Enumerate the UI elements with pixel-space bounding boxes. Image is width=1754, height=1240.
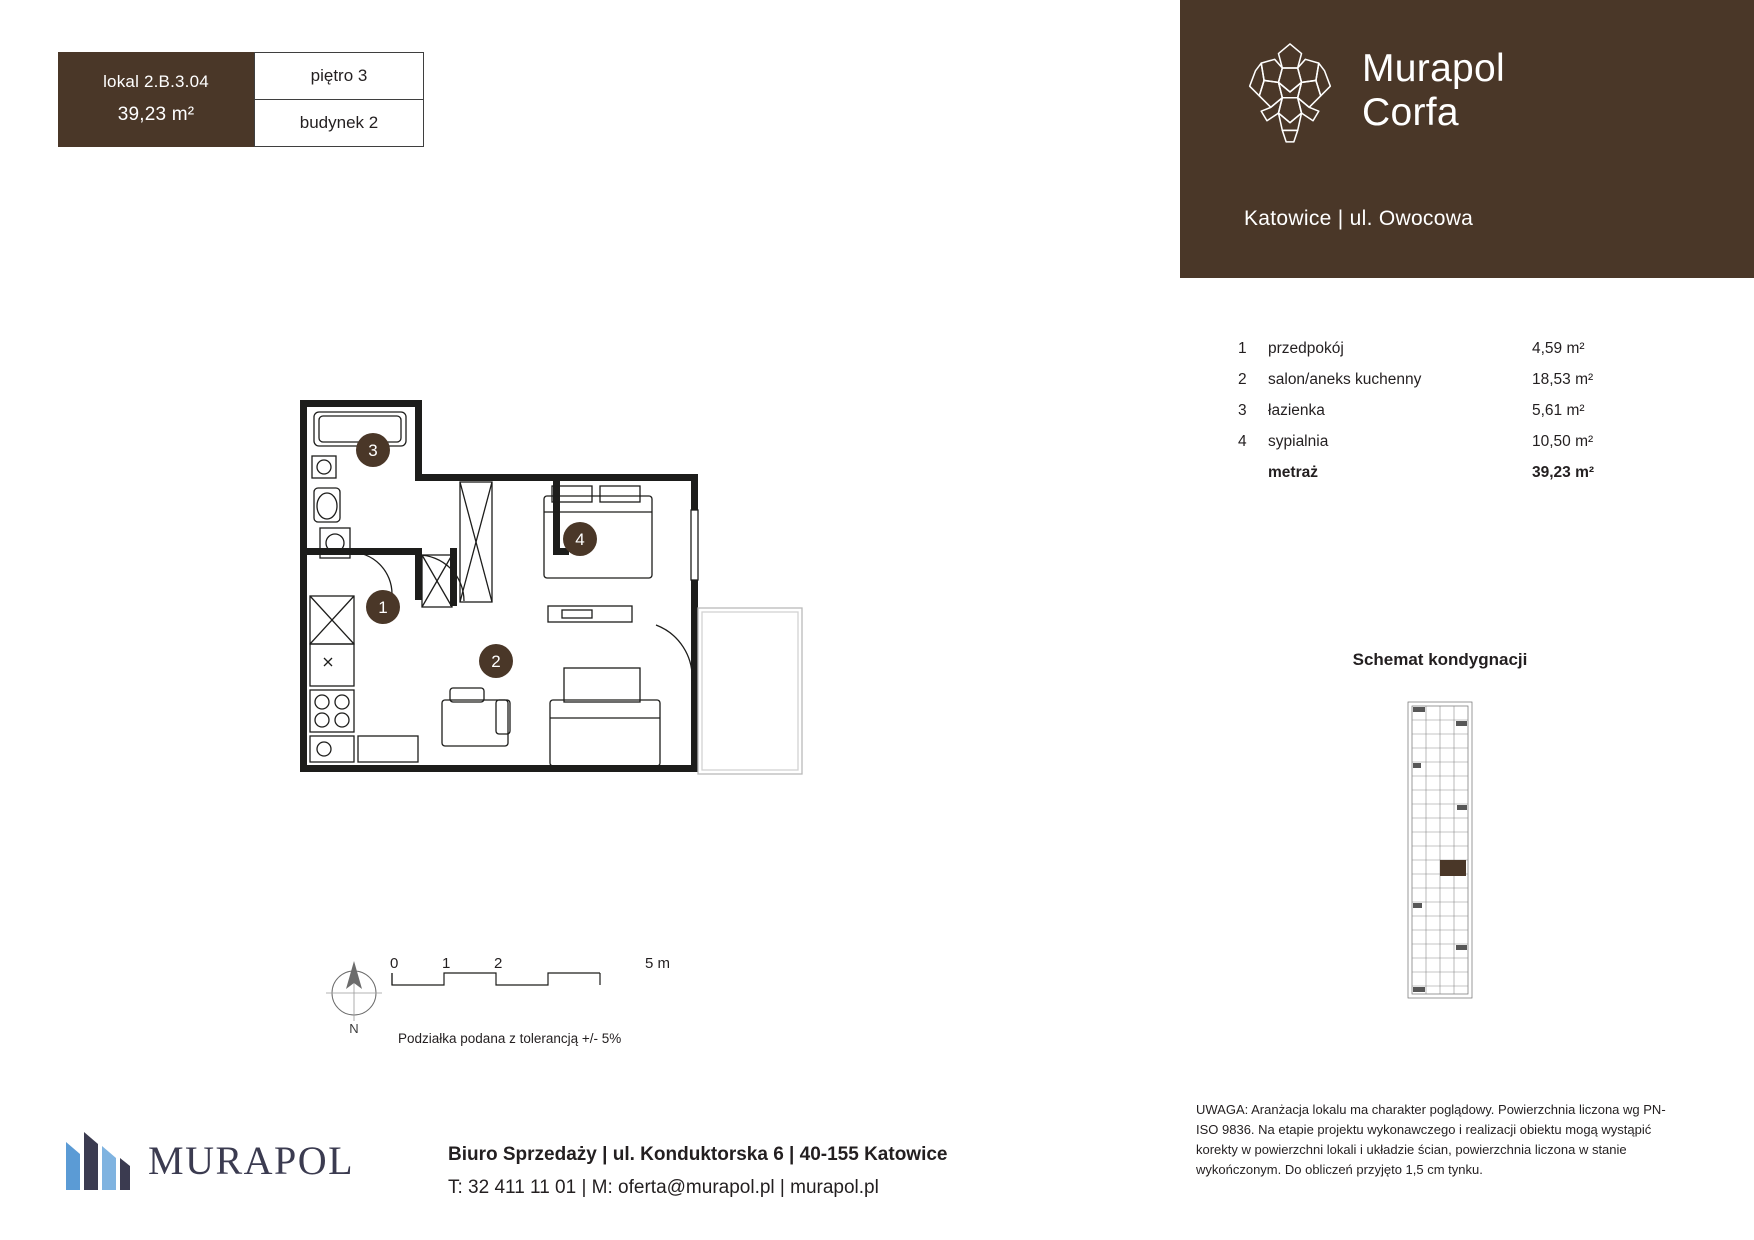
legend-room-name: łazienka bbox=[1268, 402, 1325, 419]
legend-total-label: metraż bbox=[1268, 464, 1318, 481]
apartment-floor-plan bbox=[300, 400, 900, 900]
legend-room-area: 4,59 m² bbox=[1532, 340, 1585, 357]
floor-schema-diagram bbox=[1382, 700, 1498, 1000]
legend-room-name: przedpokój bbox=[1268, 340, 1344, 357]
unit-area: 39,23 m² bbox=[117, 103, 195, 125]
legend-row bbox=[1238, 402, 1628, 420]
unit-code: lokal 2.B.3.04 bbox=[103, 71, 209, 91]
legend-row bbox=[1238, 340, 1628, 358]
unit-floor: piętro 3 bbox=[254, 52, 424, 100]
legend-number: 1 bbox=[1238, 340, 1247, 357]
scale-end-label: 5 m bbox=[645, 955, 671, 972]
brand-identity bbox=[1242, 38, 1505, 144]
legend-room-area: 10,50 m² bbox=[1532, 433, 1594, 450]
brand-name-line1: Murapol bbox=[1362, 47, 1505, 91]
murapol-m-icon bbox=[64, 1128, 130, 1192]
unit-info-box bbox=[58, 52, 424, 147]
footer-contact-line1: Biuro Sprzedaży | ul. Konduktorska 6 | 40-155 Katowice bbox=[448, 1144, 948, 1165]
legend-room-name: sypialnia bbox=[1268, 433, 1329, 450]
legend-total-area: 39,23 m² bbox=[1532, 464, 1595, 481]
brand-name-line2: Corfa bbox=[1362, 91, 1459, 134]
legend-number: 3 bbox=[1238, 402, 1247, 419]
legend-row bbox=[1238, 371, 1628, 389]
legend-room-name: salon/aneks kuchenny bbox=[1268, 371, 1422, 388]
svg-text:4: 4 bbox=[575, 530, 585, 549]
svg-text:2: 2 bbox=[491, 652, 501, 671]
legend-room-area: 5,61 m² bbox=[1532, 402, 1585, 419]
unit-building: budynek 2 bbox=[254, 100, 424, 147]
footer-logo bbox=[64, 1128, 354, 1192]
svg-text:1: 1 bbox=[378, 598, 388, 617]
legend-number: 2 bbox=[1238, 371, 1247, 388]
disclaimer-text: UWAGA: Aranżacja lokalu ma charakter poglądowy. Powierzchnia liczona wg PN-ISO 9836. Na etapie projektu wykonawczego i realizacji obiektu mogą wystąpić korekty w powierzchni lokali i układzie ścian, powierzchnia liczona w stanie wykończonym. Do obliczeń przyjęto 1,5 cm tynku. bbox=[1196, 1102, 1666, 1178]
unit-info-primary bbox=[58, 52, 254, 147]
legend-number: 4 bbox=[1238, 433, 1247, 450]
floor-schema-title: Schemat kondygnacji bbox=[1352, 650, 1528, 669]
brand-header bbox=[1180, 0, 1754, 278]
legend-room-area: 18,53 m² bbox=[1532, 371, 1594, 388]
scale-tolerance-note: Podziałka podana z tolerancją +/- 5% bbox=[398, 1031, 622, 1046]
footer-brand-word: MURAPOL bbox=[148, 1137, 355, 1183]
scale-tick-0: 0 bbox=[390, 955, 399, 972]
murapol-flower-icon bbox=[1242, 38, 1338, 144]
scale-tick-2: 2 bbox=[494, 955, 503, 972]
scale-tick-1: 1 bbox=[442, 955, 451, 972]
footer-contact-line2: T: 32 411 11 01 | M: oferta@murapol.pl | murapol.pl bbox=[448, 1177, 879, 1199]
legend-total-row bbox=[1238, 464, 1628, 482]
unit-info-secondary bbox=[254, 52, 424, 147]
room-legend bbox=[1238, 340, 1628, 482]
svg-text:3: 3 bbox=[368, 441, 378, 460]
footer-contact bbox=[448, 1140, 948, 1203]
svg-text:N: N bbox=[349, 1021, 359, 1036]
brand-name bbox=[1362, 47, 1505, 134]
legend-row bbox=[1238, 433, 1628, 451]
brand-location: Katowice | ul. Owocowa bbox=[1244, 207, 1474, 230]
